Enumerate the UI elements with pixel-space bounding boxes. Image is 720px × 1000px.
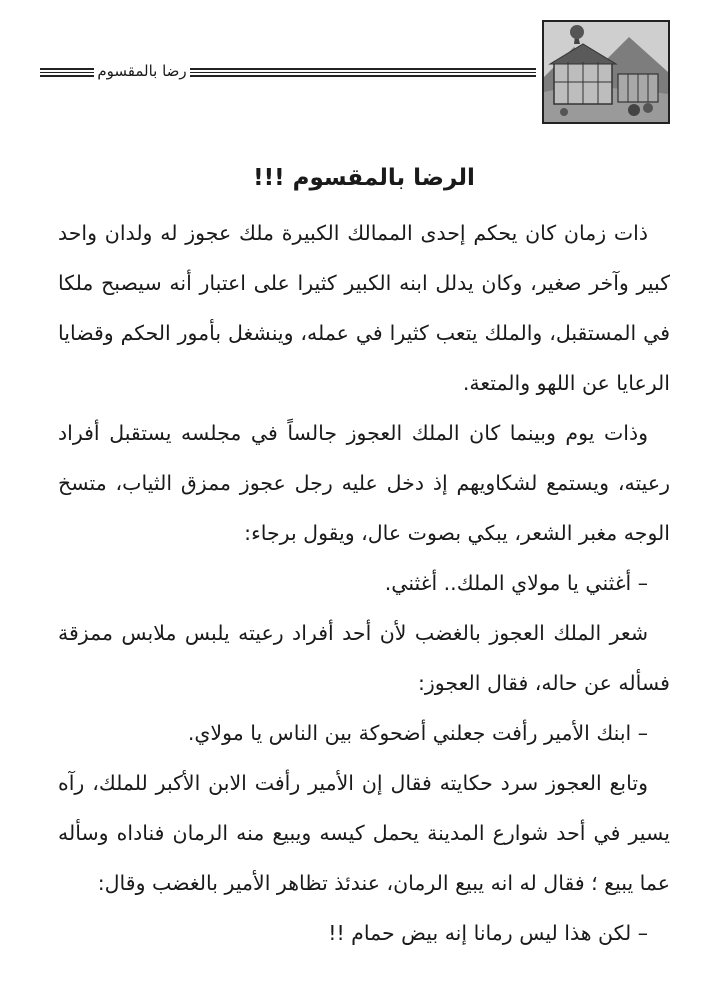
- header-rule-left: [40, 68, 94, 77]
- paragraph-4: وتابع العجوز سرد حكايته فقال إن الأمير رأفت الابن الأكبر للملك، رآه يسير في أحد شوارع المدينة يحمل كيسه ويبيع منه الرمان فناداه وسأله عما يبيع ؛ فقال له انه يبيع الرمان، عندئذ تظاهر الأمير بالغضب وقال:: [58, 771, 670, 895]
- page-header: [0, 0, 720, 140]
- dialogue-line-2: – ابنك الأمير رأفت جعلني أضحوكة بين الناس يا مولاي.: [187, 721, 648, 745]
- paragraph-2: وذات يوم وبينما كان الملك العجوز جالساً في مجلسه يستقبل أفراد رعيته، ويستمع لشكاويهم إذ دخل عليه رجل عجوز ممزق الثياب، متسخ الوجه مغبر الشعر، يبكي بصوت عال، ويقول برجاء:: [58, 421, 670, 545]
- running-title: رضا بالمقسوم: [97, 62, 187, 80]
- paragraph-1: ذات زمان كان يحكم إحدى الممالك الكبيرة ملك عجوز له ولدان واحد كبير وآخر صغير، وكان يدلل ابنه الكبير كثيرا على اعتبار أنه سيصبح ملكا في المستقبل، والملك يتعب كثيرا في عمله، وينشغل بأمور الحكم وقضايا الرعايا عن اللهو والمتعة.: [58, 221, 670, 395]
- page-body: [58, 148, 670, 958]
- header-illustration: [542, 20, 670, 124]
- story-title: الرضا بالمقسوم !!!: [253, 165, 475, 191]
- header-rule-right: [190, 68, 536, 77]
- paragraph-3: شعر الملك العجوز بالغضب لأن أحد أفراد رعيته يلبس ملابس ممزقة فسأله عن حاله، فقال العجوز:: [58, 621, 670, 695]
- dialogue-line-3: – لكن هذا ليس رمانا إنه بيض حمام !!: [328, 921, 648, 945]
- dialogue-line-1: – أغثني يا مولاي الملك.. أغثني.: [384, 571, 648, 595]
- illustration-house-garden-icon: [544, 22, 668, 122]
